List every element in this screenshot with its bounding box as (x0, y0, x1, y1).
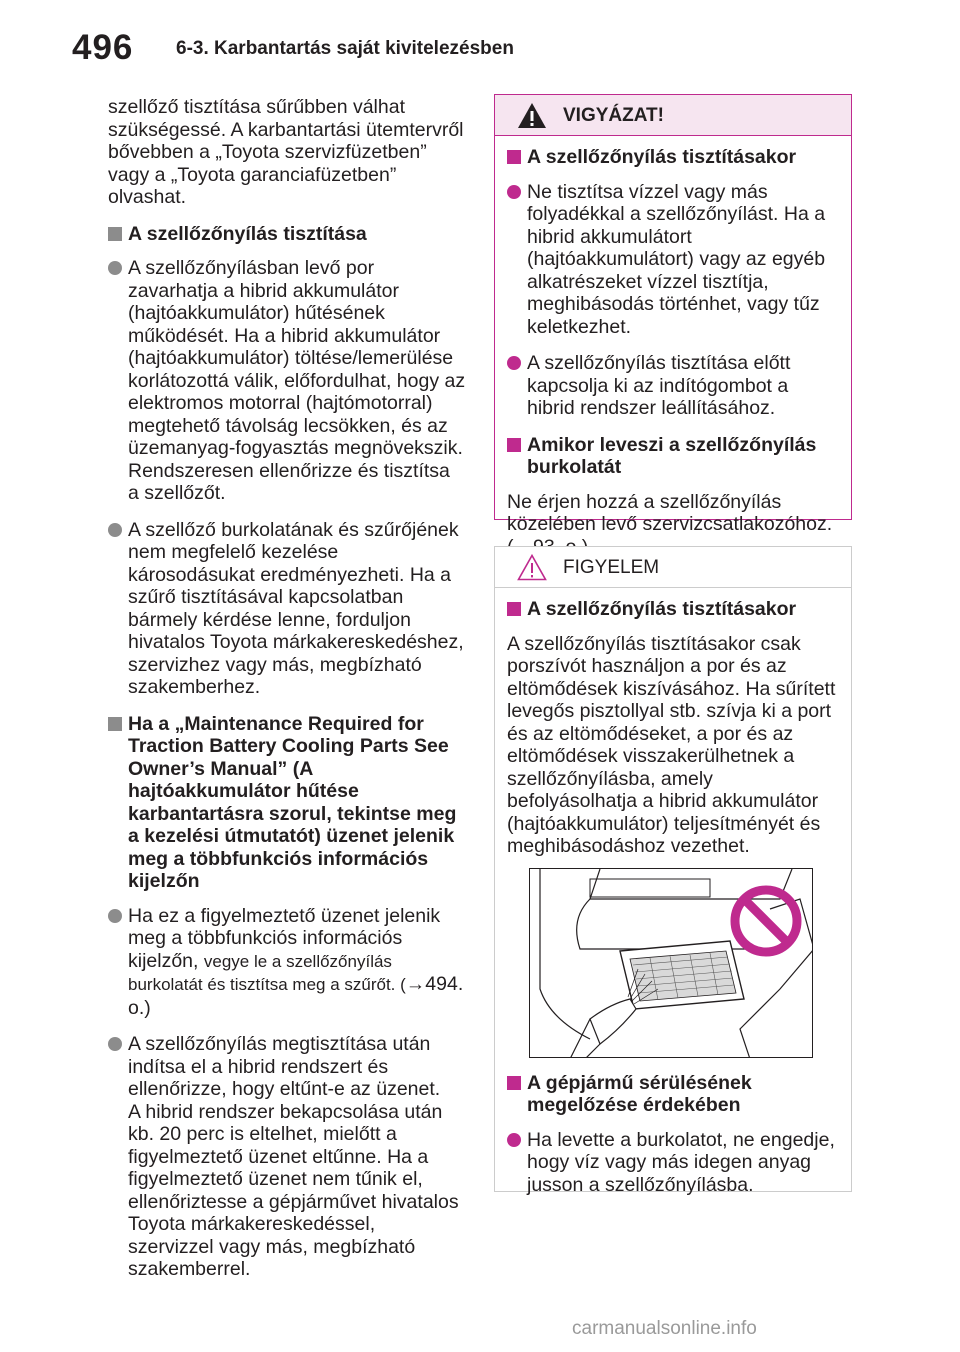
notice-triangle-icon (517, 554, 547, 581)
page-reference: →494. o.) (128, 973, 464, 1019)
vent-cleaning-illustration (529, 868, 813, 1058)
square-bullet-icon (108, 717, 122, 731)
vent-illustration-image (530, 869, 813, 1058)
list-item: A szellőzőnyílás tisztítása előtt kapcsolja ki az indítógombot a hibrid rendszer leállításához. (507, 352, 839, 420)
chapter-title: 6-3. Karbantartás saját kivitelezésben (176, 38, 514, 59)
square-bullet-icon (507, 602, 521, 616)
circle-bullet-icon (108, 261, 122, 275)
list-item: A szellőző burkolatának és szűrőjének nem megfelelő kezelése károsodásukat eredményezheti. Ha a szűrő tisztításával kapcsolatban bármely kérdése lenne, forduljon hivatalos Toyota márkakereskedéshez, szervizhez vagy más, megbízható szakemberhez. (108, 519, 466, 699)
circle-bullet-icon (507, 1133, 521, 1147)
square-bullet-icon (507, 1076, 521, 1090)
circle-bullet-icon (507, 356, 521, 370)
notice-heading-damage: A gépjármű sérülésének megelőzése érdekében (507, 1072, 839, 1117)
caution-heading-cover: Amikor leveszi a szellőzőnyílás burkolatát (507, 434, 839, 479)
caution-box-header (495, 95, 851, 136)
caution-heading-cleaning: A szellőzőnyílás tisztításakor (507, 146, 839, 169)
square-bullet-icon (108, 227, 122, 241)
page-header (0, 0, 960, 84)
notice-text: A szellőzőnyílás tisztításakor csak porszívót használjon a por és az eltömődések kiszívásához. Ha sűrített levegős pisztollyal stb. szívja ki a port és az eltömődéseket, a por és az eltömődések visszakerülhetnek a szellőzőnyílásba, amely befolyásolhatja a hibrid akkumulátor (hajtóakkumulátor) teljesítményét és meghibásodáshoz vezethet. (507, 632, 836, 857)
list-item: Ha levette a burkolatot, ne engedje, hogy víz vagy más idegen anyag jusson a szellőzőnyílásba. (507, 1129, 839, 1197)
caution-text: Ne érjen hozzá a szellőzőnyílás közelében levő szervizcsatlakozóhoz. (507, 491, 839, 559)
circle-bullet-icon (108, 909, 122, 923)
notice-title: FIGYELEM (563, 557, 660, 578)
caution-box (494, 94, 852, 535)
notice-box-header (495, 547, 851, 588)
section-heading-vent-cleaning: A szellőzőnyílás tisztítása (108, 223, 466, 246)
page-number: 496 (72, 28, 134, 67)
circle-bullet-icon (108, 523, 122, 537)
notice-box (494, 546, 852, 1196)
list-item: A szellőzőnyílásban levő por zavarhatja a hibrid akkumulátor (hajtóakkumulátor) hűtésének működését. Ha a hibrid akkumulátor (hajtóakkumulátor) töltése/lemerülése korlátozottá válik, előfordulhat, hogy az elektromos motorral (hajtómotorral) megtehető távolság lecsökken, és az üzemanyag-fogyasztás megnövekszik. Rendszeresen ellenőrizze és tisztítsa a szellőzőt. (108, 257, 466, 505)
square-bullet-icon (507, 438, 521, 452)
circle-bullet-icon (507, 185, 521, 199)
left-column (108, 96, 466, 1295)
section-heading-maintenance-message: Ha a „Maintenance Required for Traction Battery Cooling Parts See Owner’s Manual” (A hajtóakkumulátor hűtése karbantartásra szorul, tekintse meg a kezelési útmutatót) üzenet jelenik meg a többfunkciós információs kijelzőn (108, 713, 466, 893)
list-item: A szellőzőnyílás megtisztítása után indítsa el a hibrid rendszert és ellenőrizze, hogy eltűnt-e az üzenet. A hibrid rendszer bekapcsolása után kb. 20 perc is eltelhet, mielőtt a figyelmeztető üzenet eltűnne. Ha a figyelmeztető üzenet nem tűnik el, ellenőriztesse a gépjárművet hivatalos Toyota márkakereskedéssel, szervizzel vagy más, megbízható szakemberrel. (108, 1033, 466, 1281)
notice-heading-cleaning: A szellőzőnyílás tisztításakor (507, 598, 839, 621)
watermark: carmanualsonline.info (572, 1318, 757, 1339)
list-item: Ne tisztítsa vízzel vagy más folyadékkal a szellőzőnyílást. Ha a hibrid akkumulátort (hajtóakkumulátort) vagy az egyéb alkatrészeket vízzel tisztítja, meghibásodás történhet, vagy tűz keletkezhet. (507, 181, 839, 339)
square-bullet-icon (507, 150, 521, 164)
circle-bullet-icon (108, 1037, 122, 1051)
caution-title: VIGYÁZAT! (563, 105, 664, 126)
intro-paragraph: szellőző tisztítása sűrűbben válhat szükségessé. A karbantartási ütemtervről bővebben a „Toyota szervizfüzetben” vagy a „Toyota garanciafüzetben” olvashat. (108, 96, 464, 208)
list-item: Ha ez a figyelmeztető üzenet jelenik meg a többfunkciós információs kijelzőn, vegye le a szellőzőnyílás burkolatát és tisztítsa meg a szűrőt. (→494. o.) (108, 905, 466, 1020)
warning-triangle-icon (517, 102, 547, 129)
